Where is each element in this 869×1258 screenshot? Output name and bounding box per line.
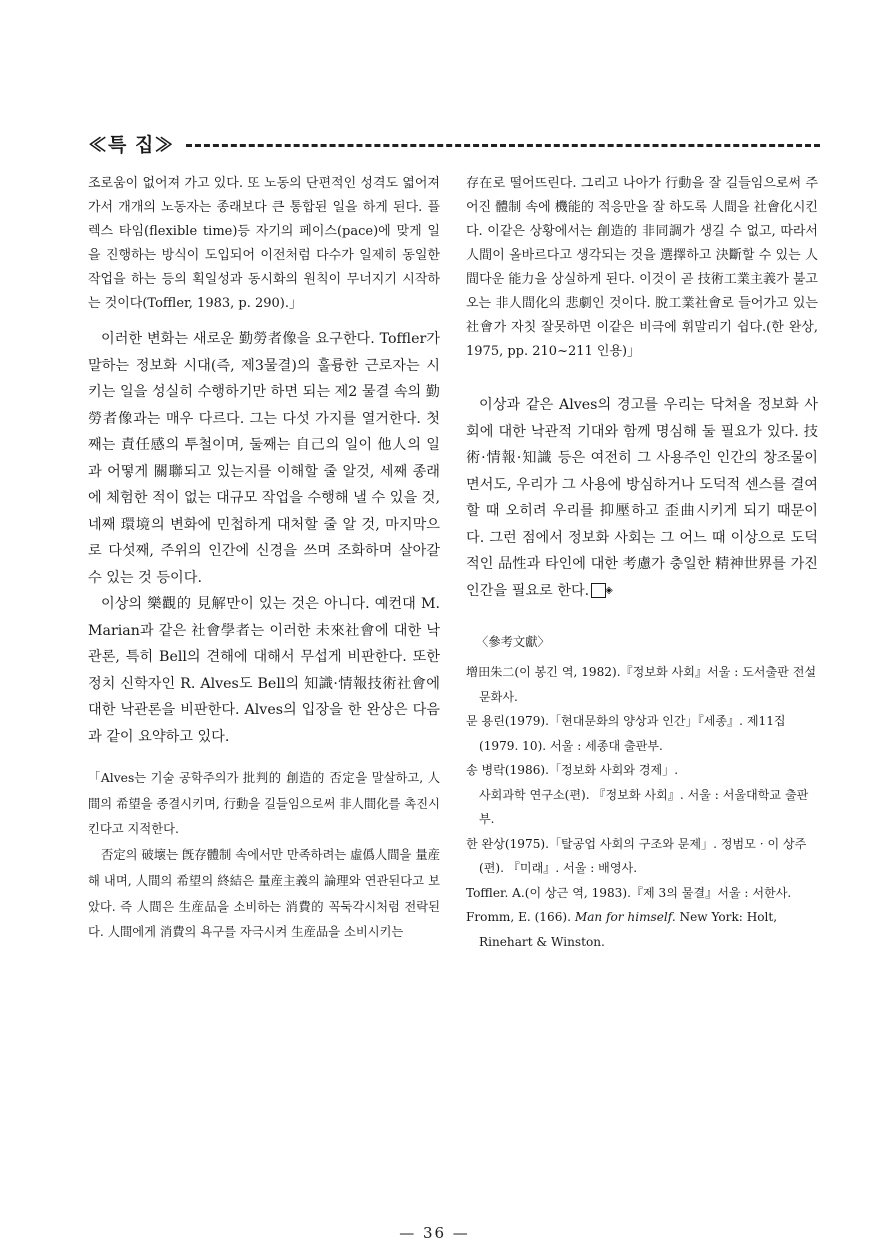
reference-item <box>466 905 818 954</box>
references-list <box>466 660 818 954</box>
section-title: ≪특 집≫ <box>88 134 175 156</box>
header-dashed-rule <box>186 144 820 147</box>
section-header <box>88 130 820 162</box>
left-column <box>88 172 440 946</box>
paragraph-conclusion <box>466 392 818 604</box>
quote-alves-1: 「Alves는 기술 공학주의가 批判的 創造的 否定을 말살하고, 人間의 希望을 종결시키며, 行動을 길들임으로써 非人間化를 촉진시킨다고 지적한다. <box>88 771 440 837</box>
reference-item: 增田朱二(이 봉긴 역, 1982).『정보화 사회』서울 : 도서출판 전설문화사. <box>466 665 817 704</box>
reference-item: 사회과학 연구소(편). 『정보화 사회』. 서울 : 서울대학교 출판부. <box>479 787 809 826</box>
reference-item: 문 용린(1979).「현대문화의 양상과 인간」『세종』. 제11집(1979. 10). 서울 : 세종대 출판부. <box>466 714 786 753</box>
reference-book-title: Man for himself. <box>574 910 676 924</box>
quote-alves-2: 否定의 破壞는 旣存體制 속에서만 만족하려는 虛僞人間을 量産해 내며, 人間의 希望의 終結은 量産主義의 論理와 연관된다고 보았다. 즉 人間은 生産品을 소비하는 消費的 꼭둑각시처럼 전락된다. 人間에게 消費의 욕구를 자극시켜 生産品을 소비시키는 <box>88 848 440 940</box>
paragraph-criticism: 이상의 樂觀的 見解만이 있는 것은 아니다. 예컨대 M. Marian과 같은 社會學者는 이러한 未來社會에 대한 낙관론, 특히 Bell의 견해에 대해서 무섭게 비판한다. 또한 정치 신학자인 R. Alves도 Bell의 知識·情報技術社會에 대한 낙관론을 비판한다. Alves의 입장을 한 완상은 다음과 같이 요약하고 있다. <box>88 596 440 745</box>
page-number: — 36 — <box>399 1224 470 1242</box>
conclusion-text: 이상과 같은 Alves의 경고를 우리는 닥쳐올 정보화 사회에 대한 낙관적 기대와 함께 명심해 둘 필요가 있다. 技術·情報·知識 등은 여전히 그 사용주인 인간의 창조물이면서도, 우리가 그 사용에 방심하거나 도덕적 센스를 결여할 때 오히려 우리를 抑壓하고 歪曲시키게 되기 때문이다. 그런 점에서 정보화 사회는 그 어느 때 이상으로 도덕적인 品性과 타인에 대한 考慮가 충일한 精神世界를 가진 인간을 필요로 한다. <box>466 397 818 599</box>
references-title: 〈參考文獻〉 <box>476 635 550 649</box>
right-column <box>466 172 818 954</box>
paragraph-quote-end: 조로움이 없어져 가고 있다. 또 노동의 단편적인 성격도 엷어져 가서 개개의 노동자는 종래보다 큰 통합된 일을 하게 된다. 플렉스 타임(flexible time)등 자기의 페이스(pace)에 맞게 일을 진행하는 방식이 도입되어 이전처럼 다수가 일제히 동일한 작업을 하는 등의 획일성과 동시화의 원칙이 무너지기 시작하는 것이다(Toffler, 1983, p. 290).」 <box>88 176 440 311</box>
reference-item: 한 완상(1975).「탈공업 사회의 구조와 문제」. 정범모 · 이 상주(편). 『미래』. 서울 : 배영사. <box>466 836 807 875</box>
reference-item: Toffler. A.(이 상근 역, 1983).『제 3의 물결』서울 : 서한사. <box>466 885 792 900</box>
paragraph-worker-image: 이러한 변화는 새로운 勤勞者像을 요구한다. Toffler가 말하는 정보화 시대(즉, 제3물결)의 훌륭한 근로자는 시키는 일을 성실히 수행하기만 하면 되는 제2 물결 속의 勤勞者像과는 매우 다르다. 그는 다섯 가지를 열거한다. 첫째는 責任感의 투철이며, 둘째는 自己의 일이 他人의 일과 어떻게 關聯되고 있는지를 이해할 줄 알것, 세째 종래에 체험한 적이 없는 대규모 작업을 수행해 낼 수 있을 것, 네째 環境의 변화에 민첩하게 대처할 줄 알 것, 마지막으로 다섯째, 주위의 인간에 신경을 쓰며 조화하며 살아갈 수 있는 것 등이다. <box>88 331 440 586</box>
quote-alves-3: 存在로 떨어뜨린다. 그리고 나아가 行動을 잘 길들임으로써 주어진 體制 속에 機能的 적응만을 잘 하도록 人間을 社會化시킨다. 이같은 상황에서는 創造的 非同調가 생길 수 없고, 따라서 人間이 올바르다고 생각되는 것을 選擇하고 決斷할 수 있는 人間다운 能力을 상실하게 된다. 이것이 곧 技術工業主義가 불고 오는 非人間化의 悲劇인 것이다. 脫工業社會로 들어가고 있는 社會가 자칫 잘못하면 이같은 비극에 휘말리기 쉽다.(한 완상, 1975, pp. 210~211 인용)」 <box>466 176 818 359</box>
end-mark-icon: ◈ <box>591 583 606 598</box>
reference-item: 송 병락(1986).「정보화 사회와 경제」. <box>466 763 679 777</box>
reference-publisher: New York: Holt, Rinehart & Winston. <box>479 910 778 949</box>
reference-author: Fromm, E. (166). <box>466 910 575 924</box>
